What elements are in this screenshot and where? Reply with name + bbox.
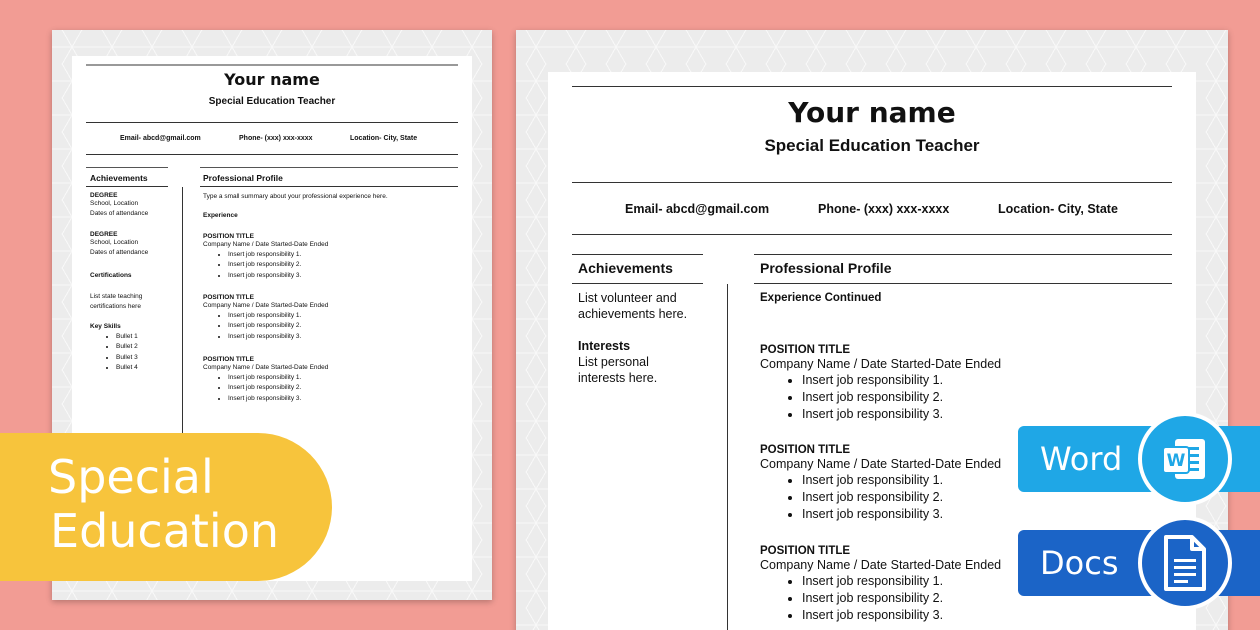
main-heading: Professional Profile <box>203 173 283 183</box>
contact-phone: Phone- (xxx) xxx-xxxx <box>239 135 313 142</box>
position-title: POSITION TITLE <box>760 444 851 456</box>
header-rule <box>572 182 1172 183</box>
degree-school: School, Location <box>90 239 139 246</box>
contact-phone: Phone- (xxx) xxx-xxxx <box>818 202 950 216</box>
skill-item: • Bullet 4 <box>116 363 138 373</box>
responsibility-item: • Insert job responsibility 1. <box>802 573 1001 590</box>
docs-format-badge[interactable] <box>1018 530 1260 596</box>
experience-title: Experience Continued <box>760 292 882 304</box>
degree-dates: Dates of attendance <box>90 249 149 256</box>
resume-name: Your name <box>224 70 320 89</box>
responsibility-item: • Insert job responsibility 1. <box>228 373 328 383</box>
docs-file-icon <box>1138 516 1232 610</box>
contact-email: Email- abcd@gmail.com <box>120 135 201 142</box>
responsibility-item: • Insert job responsibility 1. <box>228 250 328 260</box>
skill-item: • Bullet 1 <box>116 332 138 342</box>
position-title: POSITION TITLE <box>203 233 254 240</box>
sidebar-top-rule <box>572 254 703 255</box>
position-company: Company Name / Date Started-Date Ended <box>203 364 329 371</box>
main-heading-rule <box>754 283 1172 284</box>
sidebar-heading-rule <box>86 186 168 187</box>
position-title: POSITION TITLE <box>203 294 254 301</box>
resume-role: Special Education Teacher <box>208 96 336 107</box>
position-block-1 <box>760 344 1001 423</box>
responsibility-item: • Insert job responsibility 3. <box>802 607 1001 624</box>
position-title: POSITION TITLE <box>203 356 254 363</box>
interests-line: List personal <box>578 355 649 369</box>
experience-title: Experience <box>203 212 238 219</box>
position-company: Company Name / Date Started-Date Ended <box>760 558 1002 572</box>
position-company: Company Name / Date Started-Date Ended <box>760 357 1002 371</box>
position-title: POSITION TITLE <box>760 344 851 356</box>
contact-email: Email- abcd@gmail.com <box>625 202 770 216</box>
word-label: Word <box>1040 440 1123 478</box>
responsibility-item: • Insert job responsibility 3. <box>802 406 1001 423</box>
skills-list <box>90 332 138 374</box>
position-title: POSITION TITLE <box>760 545 851 557</box>
word-icon-letter: W <box>1166 451 1186 471</box>
responsibility-item: • Insert job responsibility 2. <box>228 383 328 393</box>
position-company: Company Name / Date Started-Date Ended <box>203 302 329 309</box>
contact-location: Location- City, State <box>350 135 418 142</box>
certifications-title: Certifications <box>90 272 132 279</box>
responsibility-item: • Insert job responsibility 2. <box>228 260 328 270</box>
responsibility-item: • Insert job responsibility 3. <box>802 506 1001 523</box>
degree-title: DEGREE <box>90 231 118 238</box>
docs-label: Docs <box>1040 544 1119 582</box>
main-top-rule <box>200 167 458 168</box>
degree-title: DEGREE <box>90 192 118 199</box>
responsibility-item: • Insert job responsibility 1. <box>802 472 1001 489</box>
ribbon-title-line-2: Education <box>50 504 280 558</box>
column-divider <box>727 284 728 630</box>
position-company: Company Name / Date Started-Date Ended <box>203 241 329 248</box>
profile-summary: Type a small summary about your professional experience here. <box>203 193 388 200</box>
responsibility-item: • Insert job responsibility 3. <box>228 332 328 342</box>
position-block-2 <box>760 444 1001 523</box>
sidebar-heading: Achievements <box>90 173 148 183</box>
certifications-line: certifications here <box>90 303 141 310</box>
responsibility-item: • Insert job responsibility 3. <box>228 394 328 404</box>
top-rule <box>86 64 458 66</box>
interests-block <box>578 338 657 386</box>
degree-block-1 <box>90 192 148 219</box>
skill-item: • Bullet 2 <box>116 342 138 352</box>
achievements-text <box>578 290 687 322</box>
position-block-3 <box>760 545 1001 624</box>
responsibility-item: • Insert job responsibility 2. <box>802 489 1001 506</box>
achievements-line: achievements here. <box>578 307 688 321</box>
responsibility-item: • Insert job responsibility 1. <box>228 311 328 321</box>
certifications-block <box>90 292 142 312</box>
position-block-2 <box>203 294 328 342</box>
word-doc-icon <box>1138 412 1232 506</box>
responsibility-item: • Insert job responsibility 2. <box>228 321 328 331</box>
skills-title: Key Skills <box>90 323 121 330</box>
contact-rule <box>86 154 458 155</box>
sidebar-heading: Achievements <box>578 260 673 276</box>
resume-name: Your name <box>788 96 956 129</box>
contact-rule <box>572 234 1172 235</box>
ribbon-title-line-1: Special <box>48 450 214 504</box>
sidebar-heading-rule <box>572 283 703 284</box>
responsibility-item: • Insert job responsibility 3. <box>228 271 328 281</box>
resume-role: Special Education Teacher <box>764 136 980 155</box>
degree-dates: Dates of attendance <box>90 210 149 217</box>
responsibility-item: • Insert job responsibility 2. <box>802 590 1001 607</box>
main-top-rule <box>754 254 1172 255</box>
certifications-line: List state teaching <box>90 293 143 300</box>
achievements-line: List volunteer and <box>578 291 677 305</box>
position-block-1 <box>203 233 328 281</box>
word-format-badge[interactable] <box>1018 426 1260 492</box>
main-heading-rule <box>200 186 458 187</box>
responsibility-item: • Insert job responsibility 1. <box>802 372 1001 389</box>
header-rule <box>86 122 458 123</box>
degree-block-2 <box>90 231 148 258</box>
position-block-3 <box>203 356 328 404</box>
contact-location: Location- City, State <box>998 202 1118 216</box>
position-company: Company Name / Date Started-Date Ended <box>760 457 1002 471</box>
main-heading: Professional Profile <box>760 260 892 276</box>
interests-line: interests here. <box>578 371 658 385</box>
interests-title: Interests <box>578 339 631 353</box>
degree-school: School, Location <box>90 200 139 207</box>
skill-item: • Bullet 3 <box>116 353 138 363</box>
sidebar-top-rule <box>86 167 168 168</box>
top-rule <box>572 86 1172 87</box>
responsibility-item: • Insert job responsibility 2. <box>802 389 1001 406</box>
